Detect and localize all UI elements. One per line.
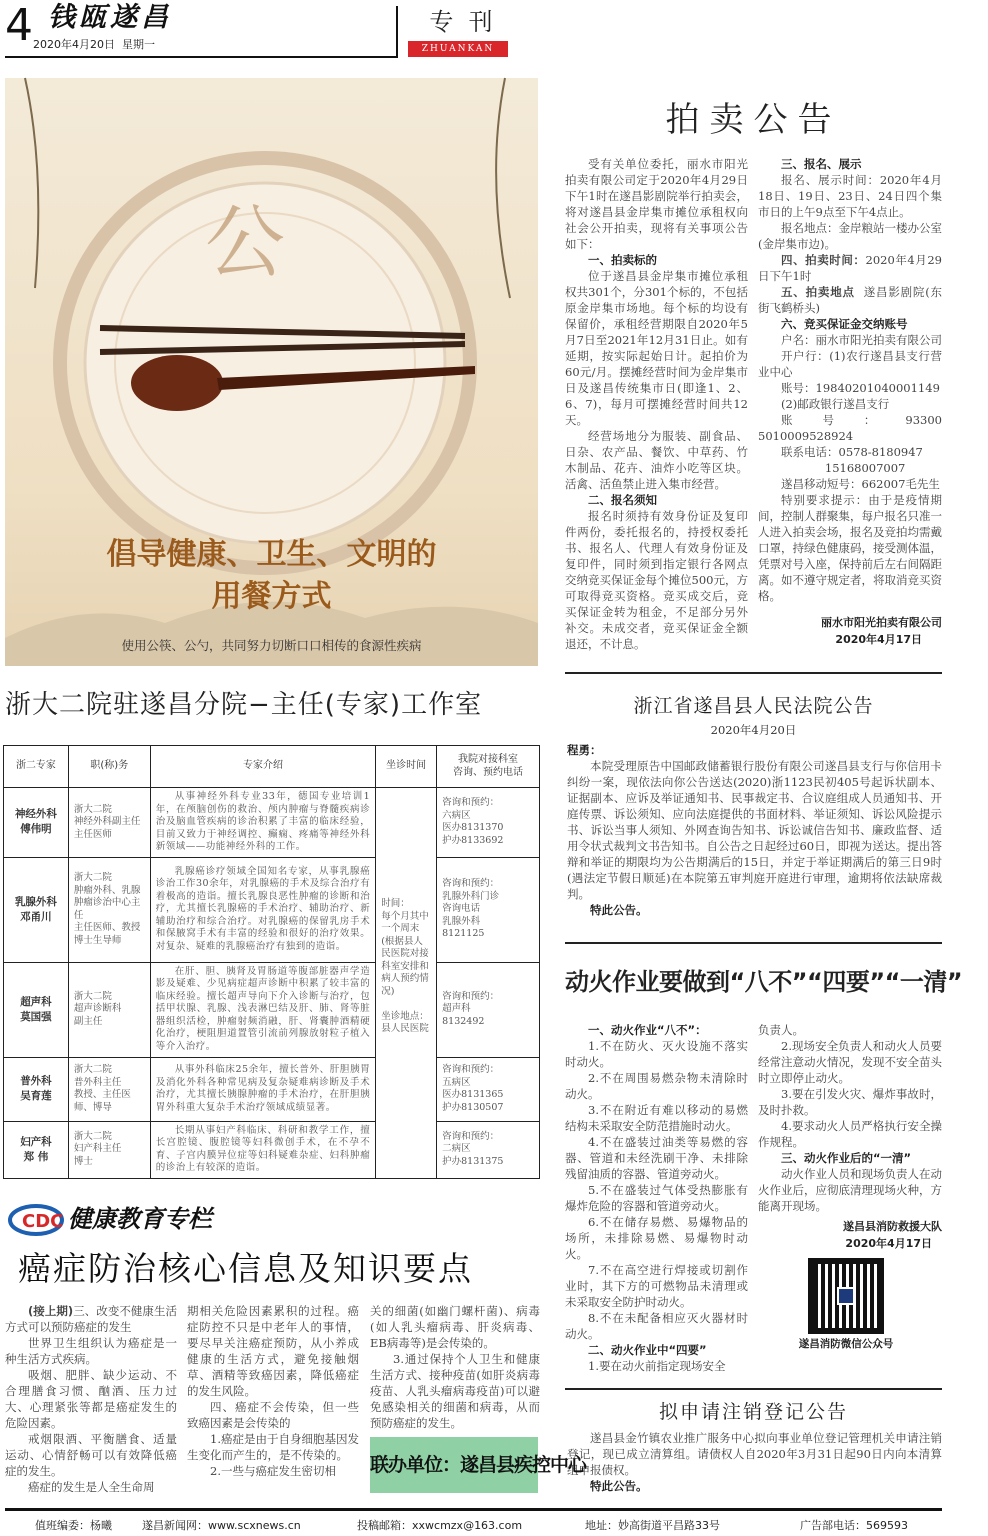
health-col-1 (5, 1303, 177, 1495)
experts-title: 浙大二院驻遂昌分院−主任(专家)工作室 (5, 690, 483, 720)
expert-name: 神经外科 傅伟明 (4, 788, 69, 858)
paragraph: 2.一些与癌症发生密切相 (210, 1464, 336, 1478)
paragraph (5, 1303, 177, 1335)
paragraph: (2)邮政银行遂昌支行 (781, 397, 890, 411)
court-notice (567, 742, 942, 918)
expert-intro: 从事外科临床25余年，擅长普外、肝胆胰胃及消化外科各种常见病及复杂疑难病诊断及手术治疗，尤其擅长胰腺肿瘤的手术治疗，在肝胆胰胃外科重大复杂手术治疗领域成绩显著。 (150, 1057, 375, 1121)
paragraph: 开户行：(1)农行遂昌县支行营业中心 (758, 349, 942, 379)
header-schedule: 坐诊时间 (376, 746, 437, 788)
table-row (4, 1057, 540, 1121)
section-heading: 六、竞买保证金交纳账号 (781, 317, 908, 331)
expert-name: 乳腺外科 邓甬川 (4, 857, 69, 962)
poster-image (5, 78, 538, 666)
paragraph-text: 三、改变不健康生活方式可以预防癌症的发生 (5, 1304, 178, 1334)
auction-col-2 (758, 156, 946, 604)
paragraph: 受有关单位委托，丽水市阳光拍卖有限公司定于2020年4月29日下午1时在遂昌影剧院举行拍卖会，将对遂昌县金岸集市摊位承租权向社会公开拍卖，现将有关事项公告如下： (565, 157, 748, 251)
footer-editor: 值班编委：杨曦 (35, 1519, 112, 1532)
paragraph: 6.不在储存易燃、易爆物品的场所，未排除易燃、易爆物时动火。 (565, 1215, 748, 1261)
expert-contact: 咨询和预约： 五病区 医办8131365 护办8130507 (437, 1057, 540, 1121)
auction-title: 拍卖公告 (665, 100, 842, 140)
court-closing: 特此公告。 (590, 903, 648, 917)
court-body: 本院受理原告中国邮政储蓄银行股份有限公司遂昌县支行与你信用卡纠纷一案，现依法向你公告送达(2020)浙1123民初405号起诉状副本、证据副本、应诉及举证通知书、民事裁定书、合议庭组成人员通知书、开庭传票、诉讼须知、应向法庭提供的书面材料、举证须知、诉讼风险提示书、诉讼当事人须知、外网查询告知书、诉讼诚信告知书、廉政监督、适用令状式裁判文书告知书。自公告之日起经过60日，即视为送达。提出答辩和举证的期限均为公告期满后的15日，并定于举证期满后的第三日9时(遇法定节假日顺延)在本院第五审判庭开庭进行审理，逾期将依法缺席裁判。 (567, 759, 942, 901)
paragraph-text: 遂昌影剧院(东街飞鹤桥头) (758, 285, 943, 315)
header-expert: 浙二专家 (4, 746, 69, 788)
expert-contact: 咨询和预约： 超声科 8132492 (437, 962, 540, 1057)
health-col-3 (370, 1303, 540, 1431)
paragraph: 3.通过保持个人卫生和健康生活方式、接种疫苗(如肝炎病毒疫苗、人乳头瘤病毒疫苗)可以避免感染相关的细菌和病毒，从而预防癌症的发生。 (370, 1352, 540, 1430)
header-divider (396, 6, 398, 58)
divider (565, 1388, 942, 1390)
poster-emblem: 公 (205, 196, 285, 289)
paragraph: 戒烟限酒、平衡膳食、适量运动、心情舒畅可以有效降低癌症的发生。 (5, 1432, 177, 1478)
expert-title: 浙大二院 神经外科副主任 主任医师 (68, 788, 150, 858)
paragraph: 世界卫生组织认为癌症是一种生活方式疾病。 (5, 1336, 177, 1366)
paragraph: 15168007007 (781, 461, 906, 475)
poster-headline-1: 倡导健康、卫生、文明的 (106, 537, 437, 572)
expert-contact: 咨询和预约： 乳腺外科门诊 咨询电话 乳腺外科 8121125 (437, 857, 540, 962)
expert-intro: 长期从事妇产科临床、科研和教学工作，擅长宫腔镜、腹腔镜等妇科微创手术，在不孕不育、子宫内膜异位症等妇科疑难杂症、妇科肿瘤的诊治上有较深的造诣。 (150, 1121, 375, 1178)
fire-signer: 遂昌县消防救援大队 2020年4月17日 (843, 1220, 942, 1250)
paragraph: 期相关危险因素累积的过程。癌症防控不只是中老年人的事情，要尽早关注癌症预防，从小养成健康的生活方式，避免接触烟草、酒精等致癌因素，降低癌症的发生风险。 (187, 1304, 359, 1398)
health-title: 癌症防治核心信息及知识要点 (18, 1249, 473, 1288)
paragraph: 特别要求提示：由于是疫情期间，控制人群聚集，每户报名只准一人进入拍卖会场，报名及竞拍均需戴口罩，持绿色健康码，接受测体温，凭票对号入座，保持前后左右间隔距离。如不遵守规定者，将取消竞买资格。 (758, 493, 942, 603)
header-title: 职(称)务 (68, 746, 150, 788)
page-number: 4 (5, 0, 33, 51)
table-row (4, 788, 540, 858)
divider (565, 942, 942, 944)
sponsor-banner: 联办单位：遂昌县疾控中心 (370, 1437, 538, 1493)
issue-date: 2020年4月20日 星期一 (33, 38, 155, 51)
svg-text:CDC: CDC (22, 1211, 64, 1232)
auction-col-2-wrap (758, 156, 946, 648)
paragraph: 位于遂昌县金岸集市摊位承租权共301个，分301个标的，不包括原金岸集市场地。每个标的均设有保留价，承租经营期限自2020年5月7日至2021年12月31日止。如有延期，按实际起始日计。起拍价为60元/月。摆摊经营时间为金岸集市日及遂昌传统集市日(即逢1、2、6、7)，每月可摆摊经营时间共12天。 (565, 269, 748, 427)
paragraph: 2.不在周围易燃杂物未清除时动火。 (565, 1071, 748, 1101)
divider (565, 672, 942, 674)
paragraph: 动火作业人员和现场负责人在动火作业后，应彻底清理现场火种，方能离开现场。 (758, 1167, 942, 1213)
paragraph: 5.不在盛装过气体受热膨胀有爆炸危险的容器和管道旁动火。 (565, 1183, 748, 1213)
footer-address: 地址：妙高街道平昌路33号 (585, 1519, 720, 1532)
court-title: 浙江省遂昌县人民法院公告 (633, 695, 874, 717)
fire-col-2-wrap (758, 1022, 942, 1351)
fire-col-1 (565, 1022, 748, 1374)
expert-title: 浙大二院 超声诊断科 副主任 (68, 962, 150, 1057)
dereg-title: 拟申请注销登记公告 (658, 1401, 848, 1423)
fire-col-2 (758, 1022, 942, 1214)
fire-title: 动火作业要做到“八不”“四要”“一清” (565, 968, 963, 996)
table-row (4, 962, 540, 1057)
footer-ad-phone: 广告部电话：569593 (800, 1519, 908, 1532)
expert-name: 普外科 吴育莲 (4, 1057, 69, 1121)
masthead-logo: 钱瓯遂昌 (48, 2, 172, 33)
expert-intro: 乳腺癌诊疗领域全国知名专家，从事乳腺癌诊治工作30余年，对乳腺癌的手术及综合治疗有着极高的造诣。擅长乳腺良恶性肿瘤的诊断和治疗，尤其擅长乳腺癌的手术治疗、辅助治疗、新辅助治疗和综合治疗。对乳腺癌的保留乳房手术和保腋窝手术有丰富的经验和很好的治疗效果。对复杂、疑难的乳腺癌治疗有独到的造诣。 (150, 857, 375, 962)
expert-title: 浙大二院 普外科主任 教授、主任医师、博导 (68, 1057, 150, 1121)
section-heading: 三、动火作业后的“一清” (781, 1151, 912, 1165)
dereg-closing: 特此公告。 (590, 1479, 648, 1493)
paragraph-lead: (接上期) (28, 1304, 74, 1318)
paragraph: 经营场地分为服装、副食品、日杂、农产品、餐饮、中草药、竹木制品、花卉、油炸小吃等区块。活禽、活鱼禁止进入集市经营。 (565, 429, 748, 491)
header-contact: 我院对接科室 咨询、预约电话 (437, 746, 540, 788)
paragraph: 联系电话：0578-8180947 (781, 445, 923, 459)
court-addressee: 程勇： (567, 743, 602, 757)
paragraph-text: 2020年4月29日下午1时 (758, 253, 943, 283)
expert-title: 浙大二院 肿瘤外科、乳腺肿瘤诊治中心主任 主任医师、教授 博士生导师 (68, 857, 150, 962)
section-title: 专 刊 (429, 8, 493, 36)
auction-signer: 丽水市阳光拍卖有限公司 2020年4月17日 (821, 616, 942, 646)
expert-contact: 咨询和预约： 六病区 医办8131370 护办8133692 (437, 788, 540, 858)
paragraph: 遂昌移动短号：662007毛先生 (781, 477, 940, 491)
paragraph (758, 252, 942, 284)
paragraph: 报名时须持有效身份证及复印件两份，委托报名的，持授权委托书、报名人、代理人有效身份证及复印件，同时须到指定银行各网点交纳竞买保证金每个摊位500元，方可取得竞买资格。竞买成交后，竞买保证金转为租金，不足部分另外补交。未成交者，竞买保证金全额退还，不计息。 (565, 509, 748, 651)
paragraph: 4.要求动火人员严格执行安全操作规程。 (758, 1119, 942, 1149)
table-row (4, 857, 540, 962)
paragraph: 8.不在未配备相应灭火器材时动火。 (565, 1311, 748, 1341)
auction-col-1 (565, 156, 748, 652)
paragraph: 负责人。 (758, 1023, 804, 1037)
qr-caption: 遂昌消防微信公众号 (798, 1338, 894, 1350)
paragraph: 账号：93300 5010009528924 (758, 413, 946, 443)
paragraph: 关的细菌(如幽门螺杆菌)、病毒(如人乳头瘤病毒、肝炎病毒、EB病毒等)是会传染的。 (370, 1304, 540, 1350)
section-heading: 二、报名须知 (588, 493, 657, 507)
paragraph-lead: 四、拍卖时间： (781, 253, 866, 267)
paragraph: 3.要在引发火灾、爆炸事故时，及时扑救。 (758, 1087, 942, 1117)
paragraph: 2.现场安全负责人和动火人员要经常注意动火情况，发现不安全苗头时立即停止动火。 (758, 1039, 942, 1085)
expert-name: 超声科 莫国强 (4, 962, 69, 1057)
paragraph: 7.不在高空进行焊接或切割作业时，其下方的可燃物品未清理或未采取安全防护时动火。 (565, 1263, 748, 1309)
header-rule (5, 56, 397, 58)
court-date: 2020年4月20日 (710, 723, 797, 737)
dereg-notice (567, 1430, 942, 1494)
health-logo-icon (8, 1203, 64, 1237)
paragraph: 户名：丽水市阳光拍卖有限公司 (781, 333, 942, 347)
paragraph: 报名地点：金岸粮站一楼办公室(金岸集市边)。 (758, 221, 942, 251)
expert-intro: 从事神经外科专业33年，德国专业培训1年，在颅脑创伤的救治、颅内肿瘤与脊髓疾病诊治及脑血管疾病的诊治积累了丰富的临床经验，目前又致力于神经调控、癫痫、疼痛等神经外科新领域——功能神经外科的工作。 (150, 788, 375, 858)
section-heading: 三、报名、展示 (781, 157, 862, 171)
paragraph: 1.不在防火、灭火设施不落实时动火。 (565, 1039, 748, 1069)
schedule-cell: 时间： 每个月其中一个周末(根据县人民医院对接科室安排和病人预约情况) 坐诊地点： 县人民医院 (376, 788, 437, 1179)
paragraph: 3.不在附近有难以移动的易燃结构未采取安全防范措施时动火。 (565, 1103, 748, 1133)
paragraph: 吸烟、肥胖、缺少运动、不合理膳食习惯、酗酒、压力过大、心理紧张等都是癌症发生的危险因素。 (5, 1368, 177, 1430)
table-row (4, 1121, 540, 1178)
section-pinyin-badge: ZHUANKAN (408, 41, 508, 57)
expert-name: 妇产科 郑 伟 (4, 1121, 69, 1178)
paragraph: 账号：19840201040001149 (781, 381, 940, 395)
paragraph: 1.要在动火前指定现场安全 (588, 1359, 726, 1373)
paragraph: 四、癌症不会传染，但一些致癌因素是会传染的 (187, 1400, 359, 1430)
expert-title: 浙大二院 妇产科主任 博士 (68, 1121, 150, 1178)
poster-headline-2: 用餐方式 (211, 579, 332, 614)
section-heading: 二、动火作业中“四要” (588, 1343, 707, 1357)
expert-intro: 在肝、胆、胰肾及胃肠道等腹部脏器声学造影及疑难、少见病症超声诊断中积累了较丰富的临床经验。擅长超声导向下介入诊断与治疗，包括甲状腺、乳腺、浅表淋巴结及肝、肺、肾等脏器组织活检，肿瘤射频消融，肝、肾囊肿酒精硬化治疗，梗阻胆道置管引流前列腺放射粒子植入等介入治疗。 (150, 962, 375, 1057)
dereg-body: 遂昌县金竹镇农业推广服务中心拟向事业单位登记管理机关申请注销登记，现已成立清算组。请债权人自2020年3月31日起90日内向本清算组申报债权。 (567, 1431, 942, 1477)
paragraph: 报名、展示时间：2020年4月18日、19日、23日、24日四个集市日的上午9点至下午4点止。 (758, 173, 942, 219)
paragraph-lead: 五、拍卖地点 (781, 285, 855, 299)
footer-website[interactable]: 遂昌新闻网：www.scxnews.cn (142, 1519, 301, 1532)
footer-rule (5, 1508, 942, 1511)
section-heading: 一、动火作业“八不”： (588, 1023, 707, 1037)
paragraph (758, 284, 942, 316)
expert-contact: 咨询和预约： 二病区 护办8131375 (437, 1121, 540, 1178)
health-col-3-wrap (370, 1303, 587, 1493)
qr-code (808, 1258, 884, 1334)
table-header-row (4, 746, 540, 788)
experts-table (3, 745, 540, 1179)
paragraph: 1.癌症是由于自身细胞基因发生变化而产生的，是不传染的。 (187, 1432, 359, 1462)
header-intro: 专家介绍 (150, 746, 375, 788)
section-heading: 一、拍卖标的 (588, 253, 657, 267)
poster-caption: 使用公筷、公勺，共同努力切断口口相传的食源性疾病 (121, 638, 422, 653)
health-col-2 (187, 1303, 359, 1479)
footer-email[interactable]: 投稿邮箱：xxwcmzx@163.com (357, 1519, 523, 1532)
health-column-name: 健康教育专栏 (68, 1205, 212, 1233)
paragraph: 癌症的发生是人全生命周 (28, 1480, 155, 1494)
paragraph: 4.不在盛装过油类等易燃的容器、管道和未经洗刷干净、未排除残留油质的容器、管道旁动火。 (565, 1135, 748, 1181)
